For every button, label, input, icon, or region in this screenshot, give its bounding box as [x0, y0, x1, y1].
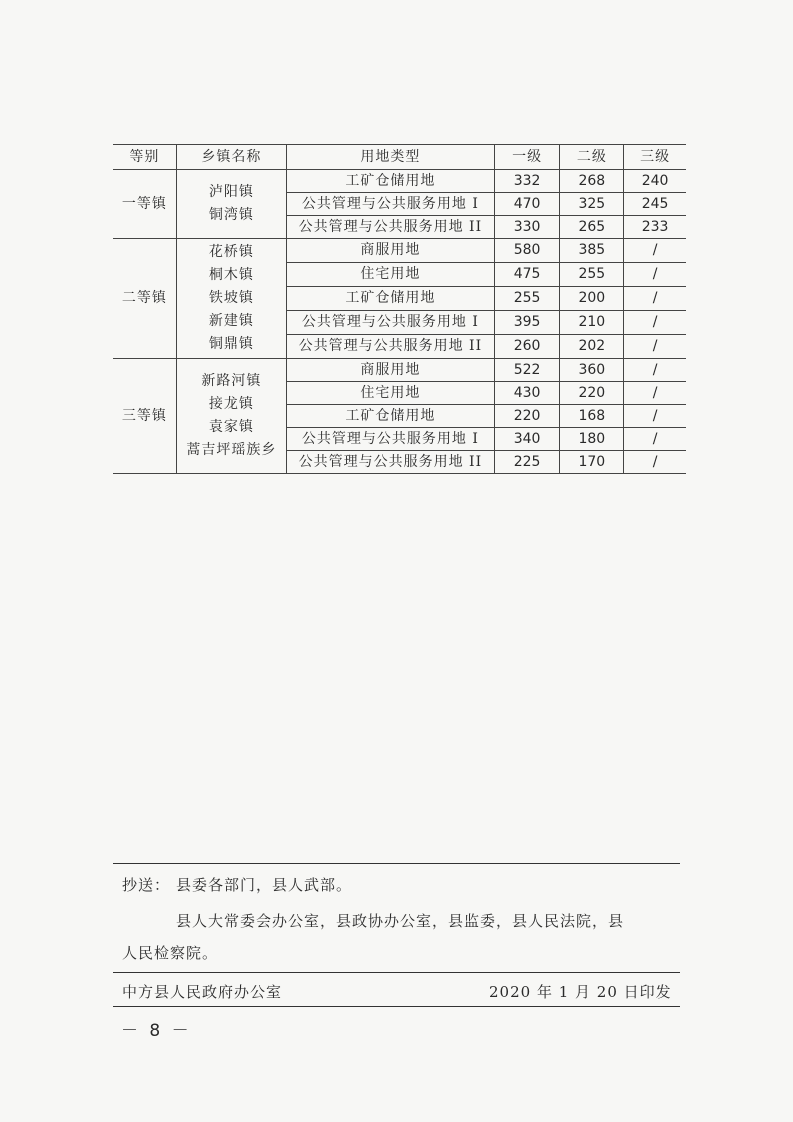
- level-3-price-cell: /: [624, 451, 686, 474]
- header-level-1: 一级: [494, 145, 560, 170]
- level-1-price-cell: 255: [494, 287, 560, 311]
- land-type-cell: 商服用地: [287, 239, 495, 263]
- level-1-price-cell: 430: [494, 382, 560, 405]
- level-2-price-cell: 202: [560, 335, 624, 359]
- level-3-price-cell: 240: [624, 170, 686, 193]
- header-level-3: 三级: [624, 145, 686, 170]
- cc-line-1: 县委各部门，县人武部。: [176, 876, 353, 894]
- footer-rule-middle: [113, 972, 680, 973]
- level-1-price-cell: 395: [494, 311, 560, 335]
- town-name: 铜湾镇: [208, 207, 254, 223]
- level-3-price-cell: /: [624, 335, 686, 359]
- land-price-table: [113, 144, 686, 474]
- level-2-price-cell: 265: [560, 216, 624, 239]
- level-3-price-cell: 245: [624, 193, 686, 216]
- grade-cell: 一等镇: [113, 170, 176, 239]
- level-3-price-cell: /: [624, 263, 686, 287]
- town-name: 袁家镇: [208, 419, 254, 435]
- level-3-price-cell: /: [624, 428, 686, 451]
- towns-cell: [176, 359, 286, 474]
- land-type-cell: 公共管理与公共服务用地 I: [287, 311, 495, 335]
- header-town-name: 乡镇名称: [176, 145, 286, 170]
- level-3-price-cell: /: [624, 239, 686, 263]
- town-name: 蒿吉坪瑶族乡: [186, 442, 277, 458]
- level-3-price-cell: /: [624, 311, 686, 335]
- level-2-price-cell: 360: [560, 359, 624, 382]
- grade-cell: 三等镇: [113, 359, 176, 474]
- level-3-price-cell: /: [624, 287, 686, 311]
- header-level-2: 二级: [560, 145, 624, 170]
- level-3-price-cell: /: [624, 405, 686, 428]
- footer-rule-top: [113, 863, 680, 864]
- level-2-price-cell: 325: [560, 193, 624, 216]
- issue-date: 2020 年 1 月 20 日印发: [489, 983, 672, 1001]
- level-1-price-cell: 580: [494, 239, 560, 263]
- land-type-cell: 住宅用地: [287, 382, 495, 405]
- level-2-price-cell: 385: [560, 239, 624, 263]
- level-1-price-cell: 332: [494, 170, 560, 193]
- town-name: 铜鼎镇: [208, 336, 254, 352]
- town-name: 桐木镇: [208, 267, 254, 283]
- land-type-cell: 公共管理与公共服务用地 II: [287, 335, 495, 359]
- land-type-cell: 工矿仓储用地: [287, 170, 495, 193]
- town-name: 新路河镇: [201, 373, 262, 389]
- cc-line-3: 人民检察院。: [122, 944, 219, 962]
- level-3-price-cell: /: [624, 382, 686, 405]
- level-3-price-cell: 233: [624, 216, 686, 239]
- level-2-price-cell: 255: [560, 263, 624, 287]
- level-2-price-cell: 170: [560, 451, 624, 474]
- town-name: 花桥镇: [208, 244, 254, 260]
- table-header-row: [113, 145, 686, 170]
- land-type-cell: 公共管理与公共服务用地 I: [287, 193, 495, 216]
- level-2-price-cell: 268: [560, 170, 624, 193]
- table-row: [113, 359, 686, 382]
- cc-line-2: 县人大常委会办公室，县政协办公室，县监委，县人民法院，县: [176, 912, 625, 930]
- land-type-cell: 公共管理与公共服务用地 I: [287, 428, 495, 451]
- issuer-office: 中方县人民政府办公室: [122, 983, 283, 1001]
- land-type-cell: 公共管理与公共服务用地 II: [287, 216, 495, 239]
- level-1-price-cell: 225: [494, 451, 560, 474]
- level-2-price-cell: 200: [560, 287, 624, 311]
- level-2-price-cell: 220: [560, 382, 624, 405]
- level-1-price-cell: 260: [494, 335, 560, 359]
- level-2-price-cell: 168: [560, 405, 624, 428]
- footer-rule-bottom: [113, 1006, 680, 1007]
- header-land-type: 用地类型: [287, 145, 495, 170]
- level-1-price-cell: 470: [494, 193, 560, 216]
- towns-cell: [176, 170, 286, 239]
- level-1-price-cell: 475: [494, 263, 560, 287]
- table-row: [113, 170, 686, 193]
- towns-cell: [176, 239, 286, 359]
- town-name: 接龙镇: [208, 396, 254, 412]
- town-name: 新建镇: [208, 313, 254, 329]
- grade-cell: 二等镇: [113, 239, 176, 359]
- land-type-cell: 工矿仓储用地: [287, 287, 495, 311]
- cc-label: 抄送：: [122, 876, 171, 894]
- level-3-price-cell: /: [624, 359, 686, 382]
- header-grade: 等别: [113, 145, 176, 170]
- level-1-price-cell: 330: [494, 216, 560, 239]
- page-number: － 8 －: [121, 1021, 192, 1041]
- level-2-price-cell: 180: [560, 428, 624, 451]
- town-name: 泸阳镇: [208, 184, 254, 200]
- land-type-cell: 工矿仓储用地: [287, 405, 495, 428]
- level-1-price-cell: 220: [494, 405, 560, 428]
- level-2-price-cell: 210: [560, 311, 624, 335]
- land-type-cell: 商服用地: [287, 359, 495, 382]
- table-row: [113, 239, 686, 263]
- land-type-cell: 公共管理与公共服务用地 II: [287, 451, 495, 474]
- level-1-price-cell: 340: [494, 428, 560, 451]
- town-name: 铁坡镇: [208, 290, 254, 306]
- land-type-cell: 住宅用地: [287, 263, 495, 287]
- level-1-price-cell: 522: [494, 359, 560, 382]
